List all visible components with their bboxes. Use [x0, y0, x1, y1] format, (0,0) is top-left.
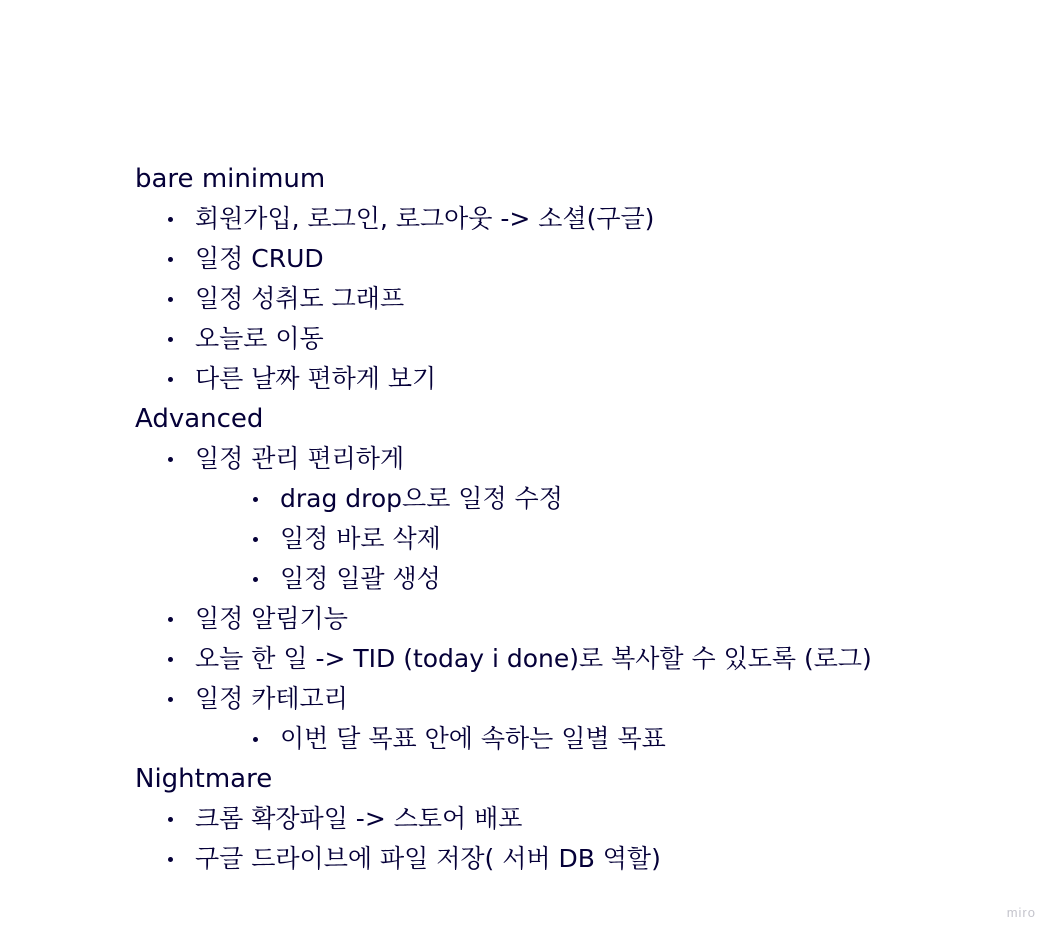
list-item — [135, 359, 1035, 399]
bullet-icon — [168, 337, 173, 342]
sub-list-item — [135, 559, 1035, 599]
bullet-icon — [168, 617, 173, 622]
section-heading-nightmare: Nightmare — [135, 764, 273, 794]
sub-list-item-text: 이번 달 목표 안에 속하는 일별 목표 — [280, 724, 666, 753]
sub-list-item — [135, 519, 1035, 559]
list-item-text: 오늘 한 일 -> TID (today i done)로 복사할 수 있도록 (로그) — [195, 644, 872, 673]
list-item-text: 회원가입, 로그인, 로그아웃 -> 소셜(구글) — [195, 204, 655, 233]
bullet-icon — [168, 257, 173, 262]
bullet-icon — [168, 457, 173, 462]
bullet-icon — [253, 737, 258, 742]
bullet-icon — [168, 857, 173, 862]
list-item-text: 일정 카테고리 — [195, 684, 348, 713]
list-item-text: 구글 드라이브에 파일 저장( 서버 DB 역할) — [195, 844, 661, 873]
list-item-text: 일정 관리 편리하게 — [195, 444, 405, 473]
list-item — [135, 639, 1035, 679]
bullet-icon — [168, 657, 173, 662]
section-heading-bare-minimum: bare minimum — [135, 164, 326, 194]
list-item-text: 크롬 확장파일 -> 스토어 배포 — [195, 804, 523, 833]
list-item — [135, 199, 1035, 239]
sub-list-item-text: drag drop으로 일정 수정 — [280, 484, 563, 513]
list-item — [135, 599, 1035, 639]
sub-list-item-text: 일정 일괄 생성 — [280, 564, 441, 593]
sub-list-item — [135, 719, 1035, 759]
list-item-text: 일정 알림기능 — [195, 604, 348, 633]
list-item — [135, 839, 1035, 879]
list-item — [135, 679, 1035, 719]
bullet-icon — [253, 497, 258, 502]
list-item — [135, 439, 1035, 479]
bullet-icon — [168, 817, 173, 822]
text-note[interactable] — [135, 159, 1035, 879]
section-heading-advanced: Advanced — [135, 404, 264, 434]
list-item-text: 오늘로 이동 — [195, 324, 324, 353]
bullet-icon — [253, 577, 258, 582]
list-item — [135, 799, 1035, 839]
bullet-icon — [253, 537, 258, 542]
list-item-text: 일정 성취도 그래프 — [195, 284, 405, 313]
miro-watermark-logo: miro — [1006, 905, 1036, 920]
bullet-icon — [168, 297, 173, 302]
list-item — [135, 279, 1035, 319]
bullet-icon — [168, 697, 173, 702]
bullet-icon — [168, 377, 173, 382]
list-item — [135, 319, 1035, 359]
list-item-text: 일정 CRUD — [195, 244, 324, 273]
sub-list-item-text: 일정 바로 삭제 — [280, 524, 441, 553]
list-item-text: 다른 날짜 편하게 보기 — [195, 364, 437, 393]
sub-list-item — [135, 479, 1035, 519]
bullet-icon — [168, 217, 173, 222]
list-item — [135, 239, 1035, 279]
